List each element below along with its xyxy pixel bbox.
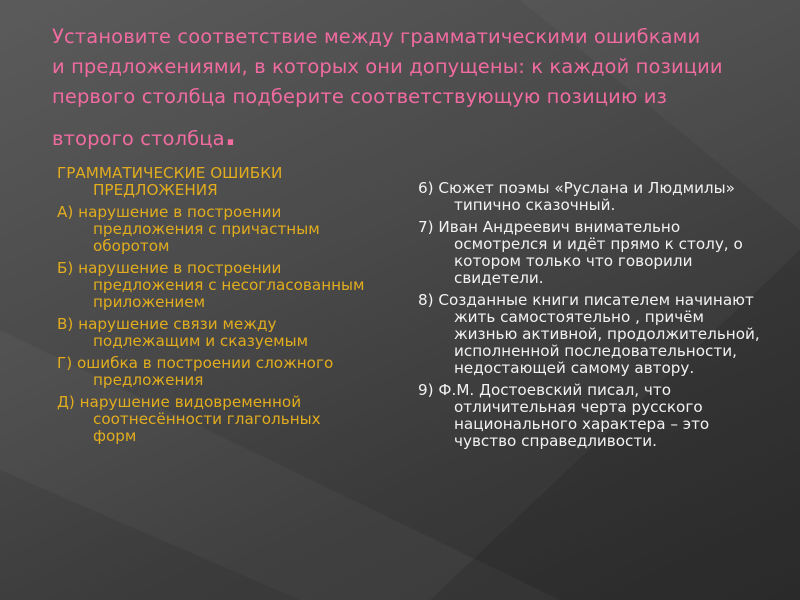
left-heading-line-1: ГРАММАТИЧЕСКИЕ ОШИБКИ: [57, 164, 283, 182]
left-column-heading: [57, 165, 367, 199]
left-heading-line-2: ПРЕДЛОЖЕНИЯ: [93, 181, 218, 199]
left-column: [57, 165, 367, 450]
title-line-1: Установите соответствие между грамматическими ошибками: [52, 25, 701, 48]
slide-title: [52, 22, 760, 154]
title-line-4-text: второго столбца: [52, 127, 225, 150]
sentence-item-8: 8) Созданные книги писателем начинают жить самостоятельно , причём жизнью активной, продолжительной, исполненной последовательности, недостающей самому автору.: [418, 291, 760, 377]
title-line-2: и предложениями, в которых они допущены: к каждой позиции: [52, 55, 723, 78]
error-item-b: Б) нарушение в построении предложения с несогласованным приложением: [57, 259, 365, 311]
title-line-4: [52, 118, 760, 154]
sentence-item-6: 6) Сюжет поэмы «Руслана и Людмилы» типично сказочный.: [418, 179, 735, 214]
error-item-a: А) нарушение в построении предложения с причастным оборотом: [57, 203, 320, 255]
error-item-v: В) нарушение связи между подлежащим и сказуемым: [57, 315, 309, 350]
error-item-g: Г) ошибка в построении сложного предложения: [57, 354, 334, 389]
title-end-mark: .: [224, 118, 237, 153]
sentence-item-9: 9) Ф.М. Достоевский писал, что отличительная черта русского национального характера – это чувство справедливости.: [418, 381, 710, 450]
sentence-item-7: 7) Иван Андреевич внимательно осмотрелся и идёт прямо к столу, о котором только что говорили свидетели.: [418, 218, 743, 287]
right-column: [418, 180, 763, 455]
error-item-d: Д) нарушение видовременной соотнесённости глагольных форм: [57, 393, 321, 445]
title-line-3: первого столбца подберите соответствующую позицию из: [52, 85, 667, 108]
